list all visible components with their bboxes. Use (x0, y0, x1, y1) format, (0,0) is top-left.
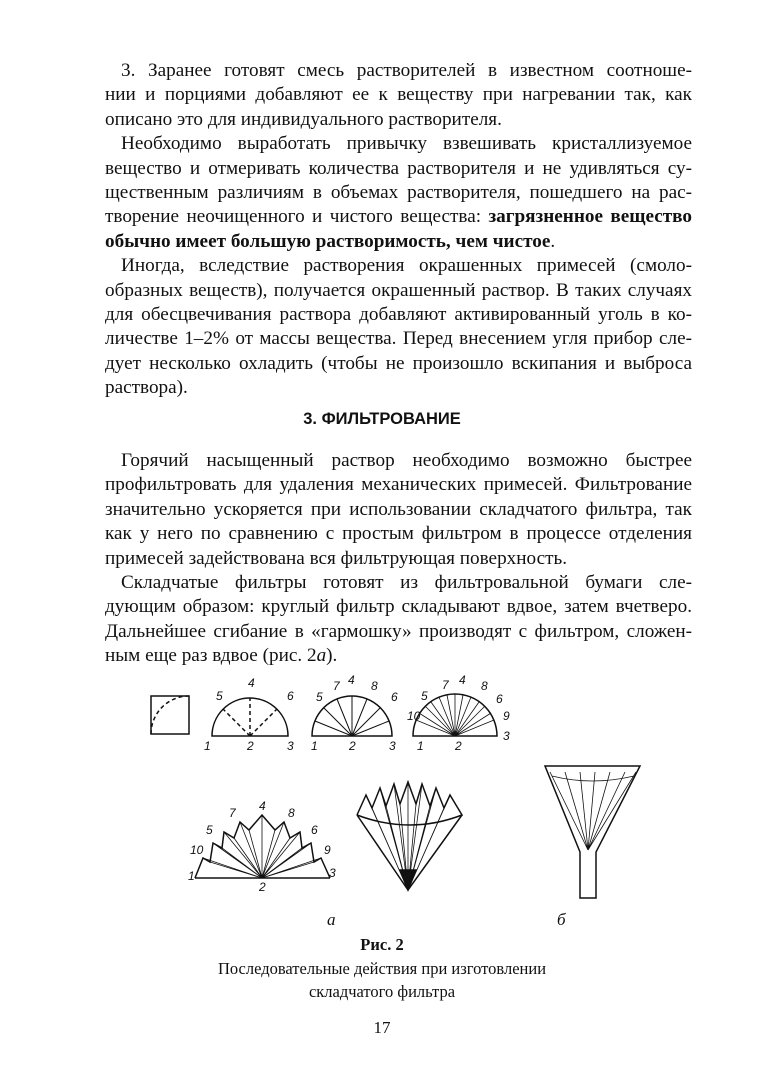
label: 5 (316, 690, 323, 704)
text-segment: Горячий насыщенный раствор необходимо возможно быстрее (121, 450, 692, 471)
label: 4 (459, 673, 466, 687)
text-segment: дующим образом: круглый фильтр складывают вдвое, затем вчетверо. (105, 596, 692, 618)
label: 2 (349, 739, 356, 753)
text-segment: ным еще раз вдвое (рис. 2 (105, 645, 317, 667)
label: 3 (287, 739, 294, 753)
text-segment: примесей задействована вся фильтрующая поверхность. (105, 547, 568, 569)
figure-sublabel-b: б (557, 910, 566, 929)
text-segment: образных веществ), получается окрашенный раствор. В таких случаях (105, 279, 692, 301)
figure-title: Рис. 2 (360, 935, 404, 954)
label: 6 (287, 689, 294, 703)
label: 8 (288, 806, 295, 820)
pleated-fan-diagram (195, 815, 330, 878)
funnel-with-filter-diagram (545, 766, 640, 898)
text-segment: щественным различиям в объемах растворителя, пошедшего на рас- (105, 182, 692, 203)
label: 3 (329, 866, 336, 880)
text-segment: вещество и отмеривать количества растворителя и не удивляться су- (105, 157, 692, 179)
label: 9 (324, 843, 331, 857)
text-segment: профильтровать для удаления механических примесей. Фильтрование (105, 474, 692, 496)
label: 7 (229, 806, 236, 820)
text-segment: . (550, 230, 556, 252)
label: 2 (455, 739, 462, 753)
text-segment: ). (326, 645, 338, 667)
label: 6 (496, 692, 503, 706)
figure-caption-line-2: складчатого фильтра (308, 982, 456, 1001)
text-segment: Складчатые фильтры готовят из фильтровальной бумаги сле- (121, 572, 692, 593)
label: 10 (407, 709, 421, 723)
text-segment: личестве 1–2% от массы вещества. Перед внесением угля прибор сле- (105, 328, 692, 350)
label: 2 (259, 880, 266, 894)
text-segment: значительно ускоряется при использовании складчатого фильтра, так (105, 498, 692, 520)
label: 1 (417, 739, 424, 753)
semicircle-diagram-2 (312, 696, 392, 736)
label: 2 (247, 739, 254, 753)
text-segment: как у него по сравнению с простым фильтром в процессе отделения (105, 523, 692, 545)
text-segment: для обесцвечивания раствора добавляют активированный уголь в ко- (105, 304, 692, 325)
label: 8 (481, 679, 488, 693)
label: 7 (333, 679, 340, 693)
label: 7 (442, 678, 449, 692)
folded-square-diagram (151, 696, 189, 734)
label: 5 (206, 823, 213, 837)
label: 9 (503, 709, 510, 723)
pleated-cone-diagram (357, 782, 462, 890)
label: 4 (248, 676, 255, 690)
label: 6 (311, 823, 318, 837)
label: 10 (190, 843, 204, 857)
label: 3 (503, 729, 510, 743)
bold-text: обычно имеет большую растворимость, чем чистое (105, 230, 551, 252)
figure-sublabel-a: а (327, 910, 336, 929)
text-segment: творение неочищенного и чистого вещества: (105, 206, 489, 228)
label: 1 (311, 739, 318, 753)
page-number: 17 (373, 1018, 391, 1037)
label: 8 (371, 679, 378, 693)
label: 4 (348, 673, 355, 687)
text-segment: Необходимо выработать привычку взвешивать кристаллизуемое (121, 133, 692, 155)
text-segment: нии и порциями добавляют ее к веществу при нагревании так, как (105, 84, 692, 106)
label: 1 (204, 739, 211, 753)
text-segment: дует несколько охладить (чтобы не произошло вскипания и выброса (105, 352, 692, 374)
section-heading: 3. ФИЛЬТРОВАНИЕ (303, 410, 461, 428)
label: 5 (216, 689, 223, 703)
label: 5 (421, 689, 428, 703)
text-segment: а (316, 645, 327, 667)
text-segment: описано это для индивидуального растворителя. (105, 108, 502, 130)
figure-caption-line-1: Последовательные действия при изготовлении (217, 959, 547, 978)
label: 6 (391, 690, 398, 704)
text-segment: раствора). (105, 377, 188, 399)
text-segment: Иногда, вследствие растворения окрашенных примесей (смоло- (121, 255, 692, 277)
semicircle-diagram-1 (212, 698, 288, 736)
label: 3 (389, 739, 396, 753)
label: 4 (259, 799, 266, 813)
text-segment: Дальнейшее сгибание в «гармошку» производят с фильтром, сложен- (105, 620, 692, 642)
text-segment: 3. Заранее готовят смесь растворителей в известном соотноше- (121, 60, 692, 81)
label: 1 (188, 869, 195, 883)
bold-text: загрязненное вещество (488, 206, 692, 228)
